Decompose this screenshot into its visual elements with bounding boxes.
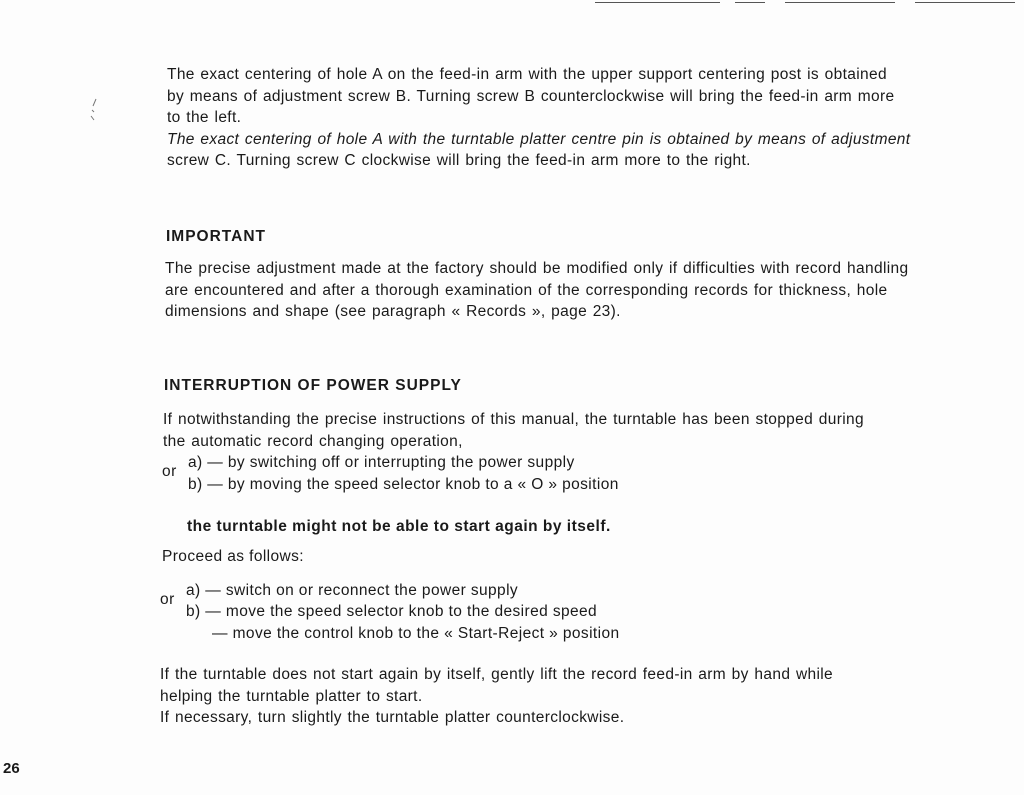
text-line: helping the turntable platter to start.: [160, 687, 423, 705]
consequence-text: the turntable might not be able to start again by itself.: [187, 518, 611, 535]
text-line: If the turntable does not start again by itself, gently lift the record feed-in arm by hand while: [160, 666, 834, 683]
margin-mark-icon: [88, 98, 100, 122]
important-paragraph: [165, 258, 1005, 323]
proceed-text: Proceed as follows:: [162, 548, 304, 565]
step-a: a) — switch on or reconnect the power supply: [186, 582, 519, 599]
scan-line: [595, 2, 720, 3]
text-line: If notwithstanding the precise instructions of this manual, the turntable has been stopped during: [163, 411, 864, 428]
text-line: The exact centering of hole A with the turntable platter centre pin is obtained by means of adjustment: [167, 130, 911, 148]
step-b: b) — move the speed selector knob to the desired speed: [186, 603, 598, 620]
page-number: 26: [3, 760, 20, 777]
interruption-intro: [163, 409, 1005, 452]
text-line: are encountered and after a thorough examination of the corresponding records for thickness, hole: [165, 281, 888, 299]
scan-line: [735, 2, 765, 3]
centering-paragraph: [167, 64, 1007, 172]
or-label: or: [160, 591, 175, 608]
text-line: dimensions and shape (see paragraph « Records », page 23).: [165, 303, 621, 320]
scan-line: [915, 2, 1015, 3]
text-line: The exact centering of hole A on the feed-in arm with the upper support centering post is obtained: [167, 66, 887, 83]
cause-a: a) — by switching off or interrupting the power supply: [188, 454, 575, 471]
closing-paragraph: [160, 664, 1002, 729]
scan-line: [785, 2, 895, 3]
or-label: or: [162, 463, 177, 480]
text-line: the automatic record changing operation,: [163, 432, 463, 450]
text-line: The precise adjustment made at the factory should be modified only if difficulties with record handling: [165, 260, 909, 277]
step-c: — move the control knob to the « Start-Reject » position: [212, 625, 620, 642]
cause-b: b) — by moving the speed selector knob to a « O » position: [188, 476, 619, 493]
text-line: If necessary, turn slightly the turntable platter counterclockwise.: [160, 709, 625, 726]
interruption-heading: INTERRUPTION OF POWER SUPPLY: [164, 377, 462, 394]
text-line: by means of adjustment screw B. Turning screw B counterclockwise will bring the feed-in arm more: [167, 87, 895, 105]
text-line: to the left.: [167, 109, 242, 126]
important-heading: IMPORTANT: [166, 228, 266, 245]
text-line: screw C. Turning screw C clockwise will bring the feed-in arm more to the right.: [167, 152, 751, 169]
